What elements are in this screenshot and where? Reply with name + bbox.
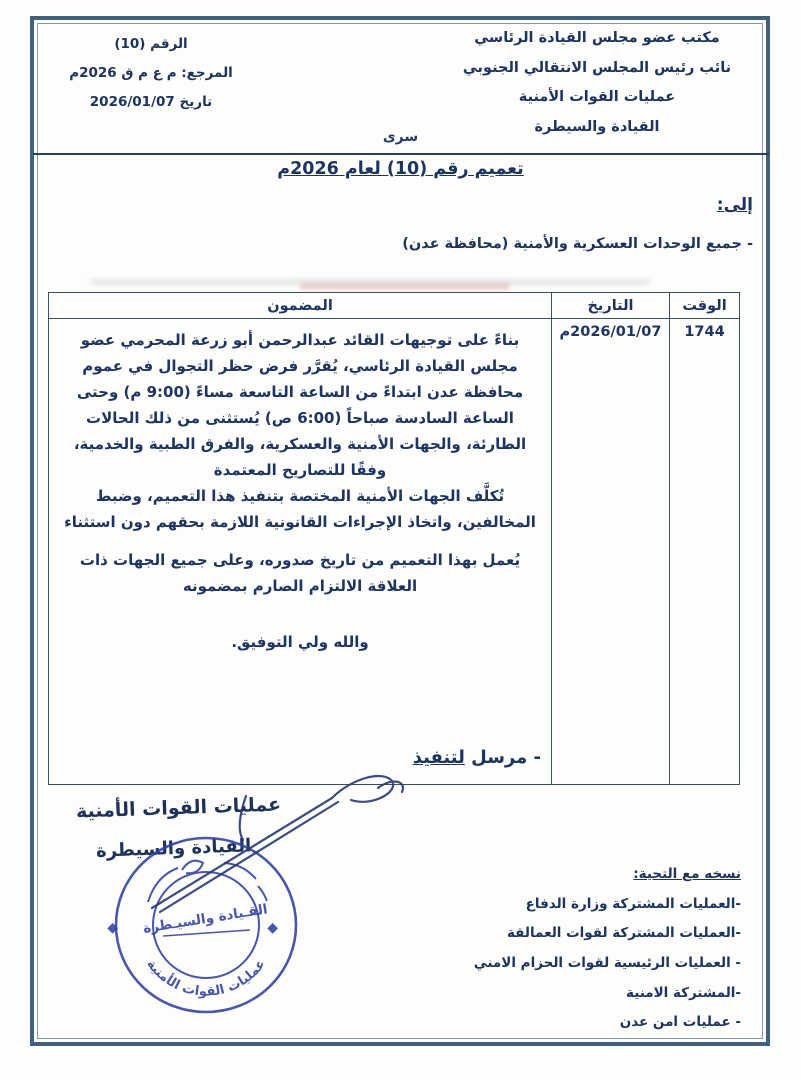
- directive-paragraph-curfew: بناءً على توجيهات القائد عبدالرحمن أبو زرعة المحرمي عضو مجلس القيادة الرئاسي، يُقرَّر فرض حظر التجوال في عموم محافظة عدن ابتداءً من الساعة التاسعة مساءً (9:00 م) وحتى الساعة السادسة صباحاً (6:00 ص) يُستثنى من ذلك الحالات الطارئة، والجهات الأمنية والعسكرية، والفرق الطبية والخدمية، وفقًا للتصاريح المعتمدة: [73, 331, 527, 479]
- handwritten-signature: [140, 768, 420, 928]
- letterhead-left: [56, 30, 246, 117]
- directive-paragraph-blessing: والله ولي التوفيق.: [231, 633, 369, 651]
- page-title: تعميم رقم (10) لعام 2026م: [277, 159, 524, 179]
- directive-content-cell: [49, 319, 552, 785]
- letterhead-office-line: مكتب عضو مجلس القيادة الرئاسي: [474, 30, 720, 46]
- table-header-time: الوقت: [670, 293, 740, 319]
- distribution-item-defense: -العمليات المشتركة وزارة الدفاع: [525, 895, 741, 912]
- distribution-heading: نسخه مع التحية:: [633, 866, 741, 882]
- distribution-item-aden-security: - عمليات امن عدن: [619, 1014, 741, 1031]
- distribution-item-giants: -العمليات المشتركة لقوات العمالقة: [506, 925, 741, 942]
- dispatch-note: [413, 747, 541, 768]
- directive-paragraph-enforcement: تُكلَّف الجهات الأمنية المختصة بتنفيذ هذا التعميم، وضبط المخالفين، واتخاذ الإجراءات القانونية اللازمة بحقهم دون استثناء: [64, 487, 536, 531]
- stamp-diamond-left: ◆: [107, 920, 118, 936]
- stamp-ring-text: عمليات القوات الأمنية: [143, 956, 269, 1000]
- distribution-item-joint-security: -المشتركة الامنية: [626, 984, 741, 1001]
- directive-paragraph-effective: يُعمل بهذا التعميم من تاريخ صدوره، وعلى جميع الجهات ذات العلاقة الالتزام الصارم بمضمونه: [79, 551, 521, 595]
- letterhead-deputy-line: نائب رئيس المجلس الانتقالي الجنوبي: [462, 59, 732, 76]
- letterhead-operations-line: عمليات القوات الأمنية: [518, 89, 676, 106]
- letterhead-command-line: القيادة والسيطرة: [534, 119, 660, 136]
- stamp-diamond-right: ◆: [267, 920, 278, 936]
- addressee-label: إلى:: [716, 195, 753, 215]
- time-value: 1744: [670, 319, 740, 785]
- letterhead-right: [447, 24, 747, 143]
- table-header-row: [49, 293, 740, 319]
- classification-label: سرى: [382, 129, 419, 145]
- scan-artifact-red: [300, 283, 510, 290]
- document-reference: المرجع: م ع م ق 2026م: [69, 65, 233, 82]
- stamp-caption-command: القيادة والسيطرة: [95, 835, 252, 862]
- distribution-item-security-belt: - العمليات الرئيسية لقوات الحزام الامني: [473, 955, 741, 972]
- distribution-list: [441, 860, 741, 1038]
- stamp-center-text: القـيادة والسيـطرة: [142, 901, 269, 937]
- dispatch-underlined: لتنفيذ: [412, 747, 465, 768]
- document-date: تاريخ 2026/01/07: [89, 94, 213, 111]
- separator-line: [33, 153, 769, 155]
- stamp-caption-operations: عمليات القوات الأمنية: [75, 793, 282, 823]
- addressee-line: - جميع الوحدات العسكرية والأمنية (محافظة عدن): [402, 236, 753, 252]
- table-header-date: التاريخ: [552, 293, 670, 319]
- table-header-content: المضمون: [49, 293, 552, 319]
- document-number: الرقم (10): [114, 36, 188, 52]
- table-row: [49, 319, 740, 785]
- date-value: 2026/01/07م: [552, 319, 670, 785]
- directive-table: [48, 292, 740, 785]
- dispatch-prefix: - مرسل: [464, 747, 541, 768]
